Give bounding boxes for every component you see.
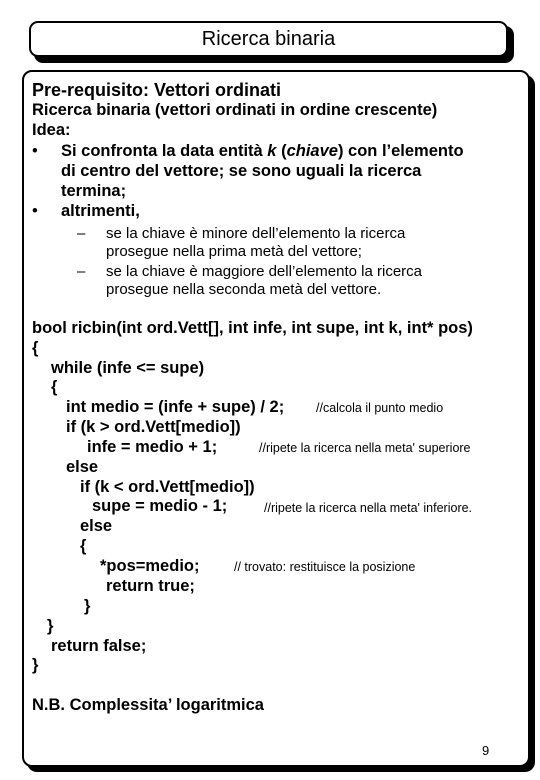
code-line-5: int medio = (infe + supe) / 2;: [66, 398, 285, 416]
code-line-7: infe = medio + 1;: [87, 438, 218, 456]
code-line-6: if (k > ord.Vett[medio]): [66, 418, 241, 436]
bullet-1-k: k: [267, 142, 277, 160]
code-comment-10: //ripete la ricerca nella meta' inferiore.: [264, 501, 473, 515]
code-line-14: return true;: [106, 577, 195, 595]
subitem-2-line-1: se la chiave è maggiore dell’elemento la ricerca: [106, 263, 422, 280]
page-number: 9: [482, 743, 490, 758]
code-line-15: }: [84, 597, 91, 615]
code-line-11: else: [80, 517, 113, 535]
code-line-10: supe = medio - 1;: [92, 497, 228, 515]
subitem-2-dash: –: [77, 263, 86, 280]
bullet-1-line-1: [61, 141, 464, 161]
code-line-3: while (infe <= supe): [51, 359, 205, 377]
bullet-2-marker: •: [32, 202, 38, 220]
intro-line-1: Ricerca binaria (vettori ordinati in ordine crescente): [32, 101, 438, 119]
code-line-16: }: [47, 617, 54, 635]
code-line-18: }: [32, 656, 39, 674]
subitem-1-line-1: se la chiave è minore dell’elemento la ricerca: [106, 225, 406, 242]
code-line-9: if (k < ord.Vett[medio]): [80, 478, 255, 496]
code-comment-5: //calcola il punto medio: [316, 401, 444, 415]
bullet-1-text-a: Si confronta la data entità: [61, 142, 268, 160]
bullet-1-line-2: di centro del vettore; se sono uguali la ricerca: [61, 162, 422, 180]
subitem-1-line-2: prosegue nella prima metà del vettore;: [106, 243, 362, 260]
code-line-12: {: [80, 537, 87, 555]
code-line-2: {: [32, 339, 39, 357]
subitem-1-dash: –: [77, 225, 86, 242]
intro-line-2: Idea:: [32, 121, 71, 139]
bullet-1-line-3: termina;: [61, 182, 127, 200]
heading: Pre-requisito: Vettori ordinati: [32, 80, 282, 100]
bullet-1-text-b: (: [276, 142, 287, 160]
bullet-1-text-c: ) con l’elemento: [337, 142, 464, 160]
bullet-1-marker: •: [32, 142, 38, 160]
complexity-note: N.B. Complessita’ logaritmica: [32, 696, 264, 714]
code-line-17: return false;: [51, 637, 147, 655]
code-line-4: {: [51, 378, 58, 396]
bullet-1-chiave: chiave: [286, 142, 338, 160]
code-comment-7: //ripete la ricerca nella meta' superiore: [259, 441, 471, 455]
subitem-2-line-2: prosegue nella seconda metà del vettore.: [106, 281, 382, 298]
code-comment-13: // trovato: restituisce la posizione: [234, 560, 416, 574]
code-line-13: *pos=medio;: [100, 557, 200, 575]
bullet-2-line-1: altrimenti,: [61, 202, 140, 220]
slide-title-text: Ricerca binaria: [201, 27, 336, 50]
code-line-1: bool ricbin(int ord.Vett[], int infe, int supe, int k, int* pos): [32, 319, 473, 337]
slide-title: [29, 21, 508, 57]
code-line-8: else: [66, 458, 99, 476]
